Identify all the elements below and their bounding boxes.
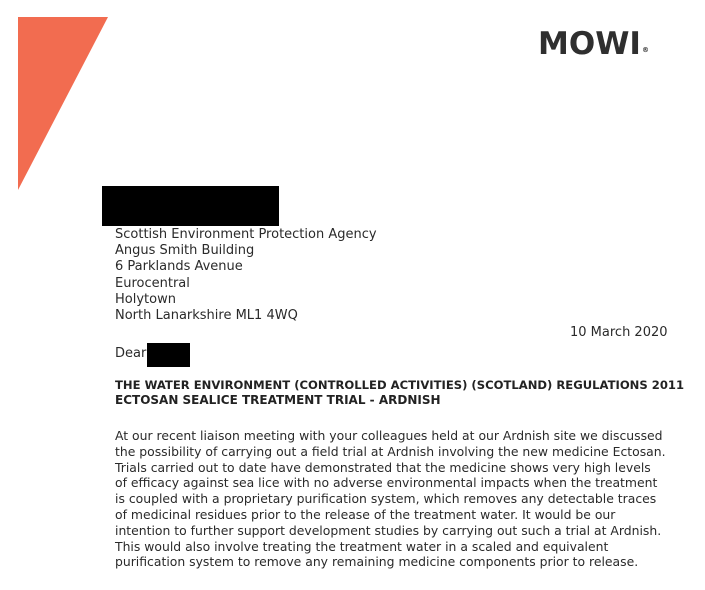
letter-date: 10 March 2020	[570, 325, 668, 340]
body-line: At our recent liaison meeting with your colleagues held at our Ardnish site we discussed	[115, 428, 663, 443]
body-line: is coupled with a proprietary purification system, which removes any detectable traces	[115, 491, 657, 507]
address-line: Scottish Environment Protection Agency	[115, 227, 377, 242]
address-line: 6 Parklands Avenue	[115, 259, 243, 275]
body-line: of medicinal residues prior to the release of the treatment water. It would be our	[115, 506, 616, 522]
body-line: of efficacy against sea lice with no adverse environmental impacts when the treatment	[115, 475, 658, 491]
body-line: purification system to remove any remaining medicine components prior to release.	[115, 554, 639, 570]
decorative-triangle	[0, 0, 110, 195]
logo-text: MOWI	[538, 26, 641, 62]
registered-mark: ®	[641, 46, 649, 54]
mowi-logo	[538, 24, 649, 64]
address-line: Holytown	[115, 291, 176, 307]
recipient-address	[115, 227, 377, 324]
letter-body	[115, 428, 666, 570]
redacted-salutation-name	[147, 343, 190, 367]
address-line: North Lanarkshire ML1 4WQ	[115, 308, 298, 324]
subject-heading	[115, 378, 684, 408]
subject-line-2: ECTOSAN SEALICE TREATMENT TRIAL - ARDNISH	[115, 393, 441, 407]
body-line: Trials carried out to date have demonstrated that the medicine shows very high levels	[115, 459, 651, 475]
body-line: This would also involve treating the treatment water in a scaled and equivalent	[115, 538, 609, 554]
salutation: Dear	[115, 346, 147, 361]
body-line: intention to further support development studies by carrying out such a trial at Ardnish.	[115, 522, 662, 538]
body-line: the possibility of carrying out a field trial at Ardnish involving the new medicine Ectosan.	[115, 443, 666, 459]
redacted-recipient-name	[102, 186, 279, 226]
address-line: Angus Smith Building	[115, 243, 255, 259]
subject-line-1: THE WATER ENVIRONMENT (CONTROLLED ACTIVITIES) (SCOTLAND) REGULATIONS 2011	[115, 378, 685, 392]
address-line: Eurocentral	[115, 275, 190, 291]
